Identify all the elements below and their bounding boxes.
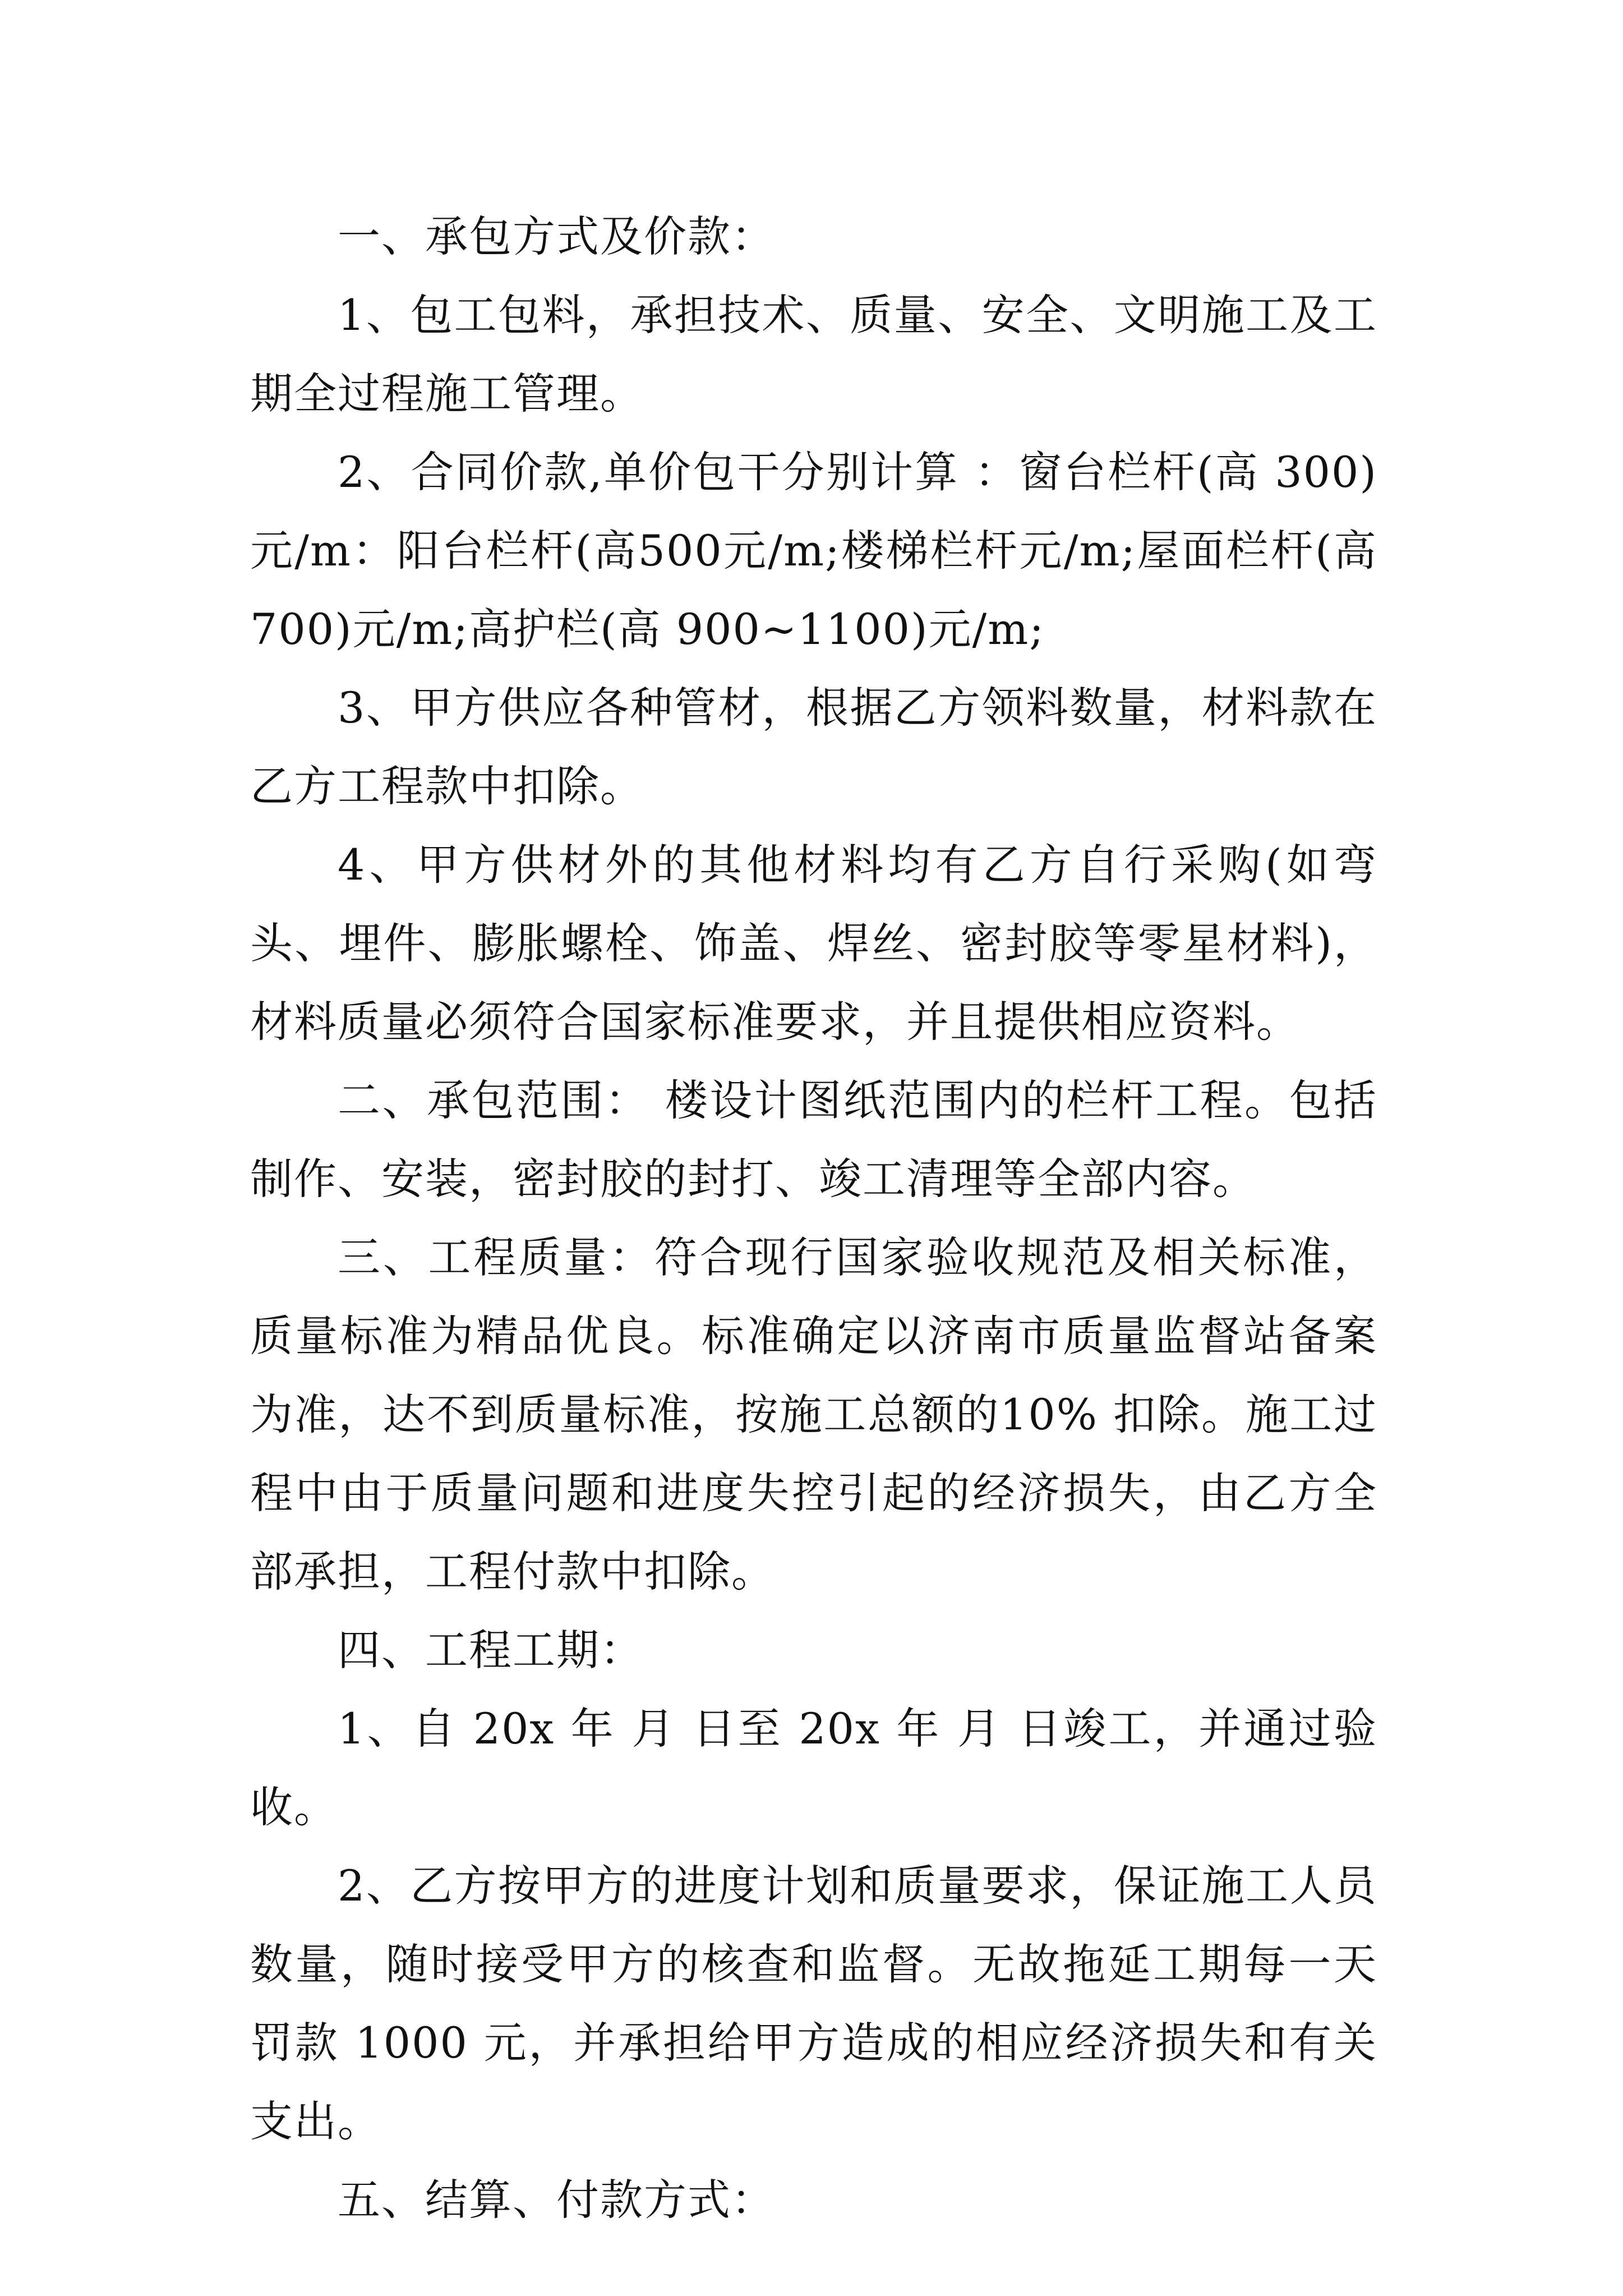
clause-3-pipe-supply: 3、甲方供应各种管材，根据乙方领料数量，材料款在乙方工程款中扣除。 <box>250 683 1377 811</box>
section-quality: 三、工程质量：符合现行国家验收规范及相关标准，质量标准为精品优良。标准确定以济南市质量监督站备案为准，达不到质量标准，按施工总额的10% 扣除。施工过程中由于质量问题和进度失控引起的经济损失，由乙方全部承担，工程付款中扣除。 <box>250 1232 1377 1596</box>
section-scope: 二、承包范围： 楼设计图纸范围内的栏杆工程。包括制作、安装，密封胶的封打、竣工清理等全部内容。 <box>250 1075 1377 1204</box>
clause-schedule-penalty: 2、乙方按甲方的进度计划和质量要求，保证施工人员数量，随时接受甲方的核查和监督。无故拖延工期每一天罚款 1000 元，并承担给甲方造成的相应经济损失和有关支出。 <box>250 1861 1377 2146</box>
section-heading-settlement: 五、结算、付款方式： <box>338 2175 775 2225</box>
clause-1-labor-materials: 1、包工包料，承担技术、质量、安全、文明施工及工期全过程施工管理。 <box>250 290 1377 418</box>
clause-schedule-dates: 1、自 20x 年 月 日至 20x 年 月 日竣工，并通过验收。 <box>250 1704 1377 1832</box>
clause-4-other-materials: 4、甲方供材外的其他材料均有乙方自行采购(如弯头、埋件、膨胀螺栓、饰盖、焊丝、密封胶等零星材料)，材料质量必须符合国家标准要求，并且提供相应资料。 <box>250 840 1377 1047</box>
section-heading-schedule: 四、工程工期： <box>338 1625 644 1675</box>
clause-2-contract-price: 2、合同价款,单价包干分别计算 ：窗台栏杆(高 300)元/m：阳台栏杆(高500元/m;楼梯栏杆元/m;屋面栏杆(高700)元/m;高护栏(高 900~1100)元/m; <box>250 447 1377 654</box>
document-body <box>250 197 1377 2239</box>
section-heading-contract-method: 一、承包方式及价款： <box>338 211 775 261</box>
